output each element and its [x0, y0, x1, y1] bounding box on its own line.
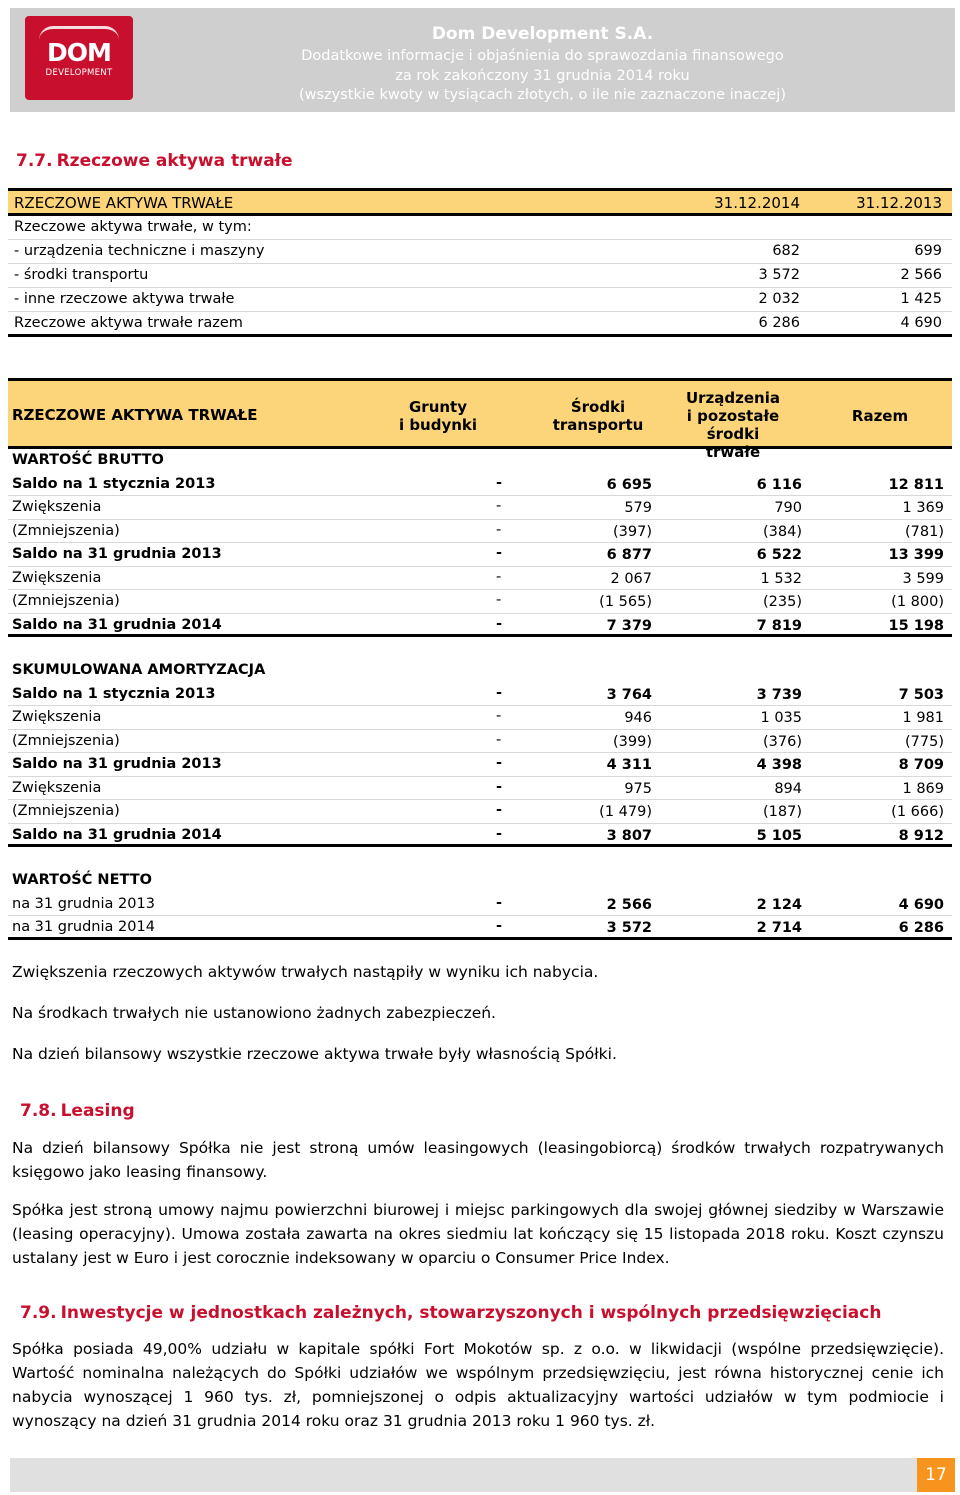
- header-razem: Razem: [851, 407, 909, 425]
- page-header: [10, 8, 955, 112]
- header-urzadzenia-l1: Urządzenia: [685, 389, 780, 407]
- value-urzadzenia: 4 398: [756, 757, 802, 773]
- value-urzadzenia: 1 532: [760, 570, 802, 587]
- table-row: [8, 730, 952, 754]
- value-urzadzenia: 3 739: [756, 686, 802, 703]
- header-line-1: Dodatkowe informacje i objaśnienia do sprawozdania finansowego: [301, 48, 784, 64]
- header-grunty-l1: Grunty: [408, 398, 467, 416]
- value-grunty: -: [496, 755, 503, 771]
- company-logo: [25, 16, 133, 100]
- value-srodki-transportu: 6 695: [606, 476, 652, 493]
- value-urzadzenia: 5 105: [756, 827, 802, 844]
- value-srodki-transportu: 946: [624, 710, 652, 726]
- row-label: (Zmniejszenia): [12, 593, 120, 609]
- row-label: - urządzenia techniczne i maszyny: [14, 243, 265, 259]
- value-razem: 1 369: [902, 500, 944, 516]
- row-value-2013: 4 690: [900, 315, 942, 331]
- row-label: (Zmniejszenia): [12, 732, 120, 749]
- value-razem: (1 666): [891, 804, 944, 820]
- header-grunty: [378, 398, 498, 434]
- value-srodki-transportu: 3 764: [606, 686, 652, 703]
- value-srodki-transportu: (399): [613, 733, 652, 750]
- value-urzadzenia: (384): [763, 523, 802, 540]
- value-razem: 4 690: [898, 896, 944, 913]
- section-number: 7.8.: [20, 1101, 57, 1121]
- table-section-heading: [8, 449, 952, 473]
- value-grunty: -: [496, 731, 502, 748]
- row-label: Saldo na 31 grudnia 2013: [12, 756, 222, 772]
- header-srodki-l1: Środki: [570, 398, 626, 416]
- row-value-2013: 1 425: [900, 291, 942, 307]
- value-grunty: -: [496, 778, 503, 795]
- section-number: 7.7.: [16, 151, 53, 171]
- summary-table-header: [8, 188, 952, 216]
- row-value-2014: 3 572: [758, 267, 800, 283]
- summary-table: [8, 188, 952, 337]
- table-row: [8, 916, 952, 940]
- row-label: Zwiększenia: [12, 709, 102, 725]
- row-label: Saldo na 1 stycznia 2013: [12, 685, 216, 702]
- table-row: [8, 496, 952, 520]
- section-number: 7.9.: [20, 1303, 57, 1323]
- value-srodki-transportu: 3 572: [606, 920, 652, 936]
- value-razem: 12 811: [888, 476, 944, 493]
- table-row: [8, 706, 952, 730]
- value-razem: 1 869: [902, 780, 944, 797]
- table-section-heading: [8, 659, 952, 683]
- value-grunty: -: [496, 592, 502, 608]
- value-srodki-transportu: (397): [613, 523, 652, 540]
- value-razem: 8 912: [898, 827, 944, 844]
- header-urzadzenia-l3: trwałe: [705, 443, 761, 461]
- movement-table: [8, 378, 952, 940]
- row-label: Saldo na 1 stycznia 2013: [12, 475, 216, 492]
- company-name: Dom Development S.A.: [431, 24, 654, 44]
- value-grunty: -: [496, 802, 503, 818]
- note-2: Na środkach trwałych nie ustanowiono żadnych zabezpieczeń.: [12, 1004, 496, 1022]
- value-razem: (781): [905, 523, 944, 540]
- value-srodki-transportu: 579: [624, 500, 652, 516]
- table-row: [8, 893, 952, 917]
- value-urzadzenia: 6 116: [756, 476, 802, 493]
- value-srodki-transportu: 2 067: [610, 570, 652, 587]
- value-grunty: -: [496, 684, 503, 701]
- value-urzadzenia: 6 522: [756, 547, 802, 563]
- header-line-3: (wszystkie kwoty w tysiącach złotych, o ile nie zaznaczone inaczej): [298, 87, 786, 103]
- value-razem: (775): [905, 733, 944, 750]
- table-row: [8, 264, 952, 288]
- investments-paragraph: Spółka posiada 49,00% udziału w kapitale spółki Fort Mokotów sp. z o.o. w likwidacji (wspólne przedsięwzięcie). Wartość nominalna należących do Spółki udziałów we wspólnym przedsięwzięciu, jest równa historycznej cenie ich nabycia wynoszącej 1 960 tys. zł, pomniejszonej o odpis aktualizacyjny wartości udziałów w tym podmiocie i wynoszący na dzień 31 grudnia 2014 roku oraz 31 grudnia 2013 roku 1 960 tys. zł.: [12, 1340, 944, 1430]
- row-label: Rzeczowe aktywa trwałe, w tym:: [14, 219, 252, 235]
- value-grunty: -: [496, 615, 503, 632]
- logo-subtext: DEVELOPMENT: [45, 68, 113, 78]
- table-row: [8, 777, 952, 801]
- header-srodki-l2: transportu: [552, 416, 644, 434]
- row-label: Saldo na 31 grudnia 2013: [12, 546, 222, 562]
- value-srodki-transportu: (1 479): [599, 804, 652, 820]
- table-row: [8, 824, 952, 848]
- header-line-2: za rok zakończony 31 grudnia 2014 roku: [395, 68, 690, 84]
- value-razem: 8 709: [898, 757, 944, 773]
- logo-text: DOM: [47, 38, 111, 67]
- note-3: Na dzień bilansowy wszystkie rzeczowe aktywa trwałe były własnością Spółki.: [12, 1045, 617, 1063]
- value-razem: (1 800): [891, 594, 944, 610]
- header-urzadzenia-l2: i pozostałe środki: [686, 407, 780, 443]
- value-urzadzenia: 7 819: [756, 617, 802, 634]
- value-grunty: -: [496, 498, 502, 514]
- row-label: - środki transportu: [14, 267, 149, 283]
- table-row: [8, 683, 952, 707]
- section-heading-7-9: [20, 1303, 881, 1323]
- row-label: SKUMULOWANA AMORTYZACJA: [12, 662, 266, 678]
- table-spacer: [8, 637, 952, 659]
- value-srodki-transportu: 2 566: [606, 896, 652, 913]
- table-row: [8, 288, 952, 312]
- row-value-2013: 2 566: [900, 267, 942, 283]
- table-section-heading: [8, 869, 952, 893]
- row-label: Zwiększenia: [12, 499, 102, 515]
- row-value-2014: 682: [772, 243, 800, 259]
- value-grunty: -: [496, 545, 503, 561]
- row-label: WARTOŚĆ NETTO: [12, 872, 152, 888]
- value-urzadzenia: (187): [763, 804, 802, 820]
- value-srodki-transportu: 7 379: [606, 617, 652, 634]
- row-label: na 31 grudnia 2013: [12, 895, 155, 912]
- value-grunty: -: [496, 521, 502, 538]
- value-urzadzenia: 2 124: [756, 896, 802, 913]
- table-row: [8, 567, 952, 591]
- table-row: [8, 520, 952, 544]
- table-row: [8, 473, 952, 497]
- value-grunty: -: [496, 825, 503, 842]
- table-row: [8, 216, 952, 240]
- row-value-2013: 699: [914, 243, 942, 259]
- value-srodki-transportu: 4 311: [606, 757, 652, 773]
- table-spacer: [8, 847, 952, 869]
- value-razem: 13 399: [888, 547, 944, 563]
- movement-table-body: [8, 449, 952, 940]
- value-grunty: -: [496, 918, 503, 934]
- row-label: WARTOŚĆ BRUTTO: [12, 452, 164, 468]
- table-row: [8, 614, 952, 638]
- header-grunty-l2: i budynki: [398, 416, 478, 434]
- row-value-2014: 6 286: [758, 315, 800, 331]
- value-urzadzenia: (376): [763, 733, 802, 750]
- value-grunty: -: [496, 894, 503, 911]
- row-label: Rzeczowe aktywa trwałe razem: [14, 315, 243, 331]
- summary-header-label: RZECZOWE AKTYWA TRWAŁE: [14, 194, 234, 212]
- section-title: Leasing: [60, 1101, 135, 1121]
- page-number: 17: [917, 1458, 955, 1492]
- value-srodki-transportu: 6 877: [606, 547, 652, 563]
- leasing-paragraph-1: Na dzień bilansowy Spółka nie jest stroną umów leasingowych (leasingobiorcą) środków trwałych rozpatrywanych księgowo jako leasing finansowy.: [12, 1139, 944, 1181]
- table-row: [8, 800, 952, 824]
- row-label: - inne rzeczowe aktywa trwałe: [14, 291, 235, 307]
- row-label: Zwiększenia: [12, 779, 102, 796]
- row-label: Zwiększenia: [12, 569, 102, 586]
- value-srodki-transportu: 975: [624, 780, 652, 797]
- table-row-total: [8, 312, 952, 337]
- value-srodki-transportu: 3 807: [606, 827, 652, 844]
- value-razem: 7 503: [898, 686, 944, 703]
- value-razem: 1 981: [902, 710, 944, 726]
- value-srodki-transportu: (1 565): [599, 594, 652, 610]
- note-1: Zwiększenia rzeczowych aktywów trwałych nastąpiły w wyniku ich nabycia.: [12, 963, 599, 981]
- row-label: na 31 grudnia 2014: [12, 919, 155, 935]
- value-razem: 3 599: [902, 570, 944, 587]
- row-label: (Zmniejszenia): [12, 803, 120, 819]
- table-row: [8, 543, 952, 567]
- summary-header-col2: 31.12.2013: [856, 194, 942, 212]
- summary-header-col1: 31.12.2014: [714, 194, 800, 212]
- row-label: Saldo na 31 grudnia 2014: [12, 616, 222, 633]
- page-footer: [10, 1458, 955, 1492]
- value-razem: 15 198: [888, 617, 944, 634]
- section-heading-7-7: [16, 151, 293, 171]
- table-row: [8, 240, 952, 264]
- value-grunty: -: [496, 708, 502, 724]
- value-urzadzenia: 790: [774, 500, 802, 516]
- value-urzadzenia: 894: [774, 780, 802, 797]
- movement-header-label: RZECZOWE AKTYWA TRWAŁE: [12, 406, 258, 424]
- header-srodki-transportu: [528, 398, 668, 434]
- value-urzadzenia: 2 714: [756, 920, 802, 936]
- value-urzadzenia: (235): [763, 594, 802, 610]
- value-razem: 6 286: [898, 920, 944, 936]
- value-grunty: -: [496, 568, 502, 585]
- section-title: Inwestycje w jednostkach zależnych, stowarzyszonych i wspólnych przedsięwzięciach: [60, 1303, 882, 1323]
- section-heading-7-8: [20, 1101, 135, 1121]
- table-row: [8, 753, 952, 777]
- value-urzadzenia: 1 035: [760, 710, 802, 726]
- table-row: [8, 590, 952, 614]
- row-label: (Zmniejszenia): [12, 522, 120, 539]
- section-title: Rzeczowe aktywa trwałe: [56, 151, 293, 171]
- row-value-2014: 2 032: [758, 291, 800, 307]
- leasing-paragraph-2: Spółka jest stroną umowy najmu powierzchni biurowej i miejsc parkingowych dla swojej głównej siedziby w Warszawie (leasing operacyjny). Umowa została zawarta na okres siedmiu lat kończący się 15 listopada 2018 roku. Koszt czynszu ustalany jest w Euro i jest corocznie indeksowany w oparciu o Consumer Price Index.: [12, 1201, 944, 1267]
- row-label: Saldo na 31 grudnia 2014: [12, 826, 222, 843]
- value-grunty: -: [496, 474, 503, 491]
